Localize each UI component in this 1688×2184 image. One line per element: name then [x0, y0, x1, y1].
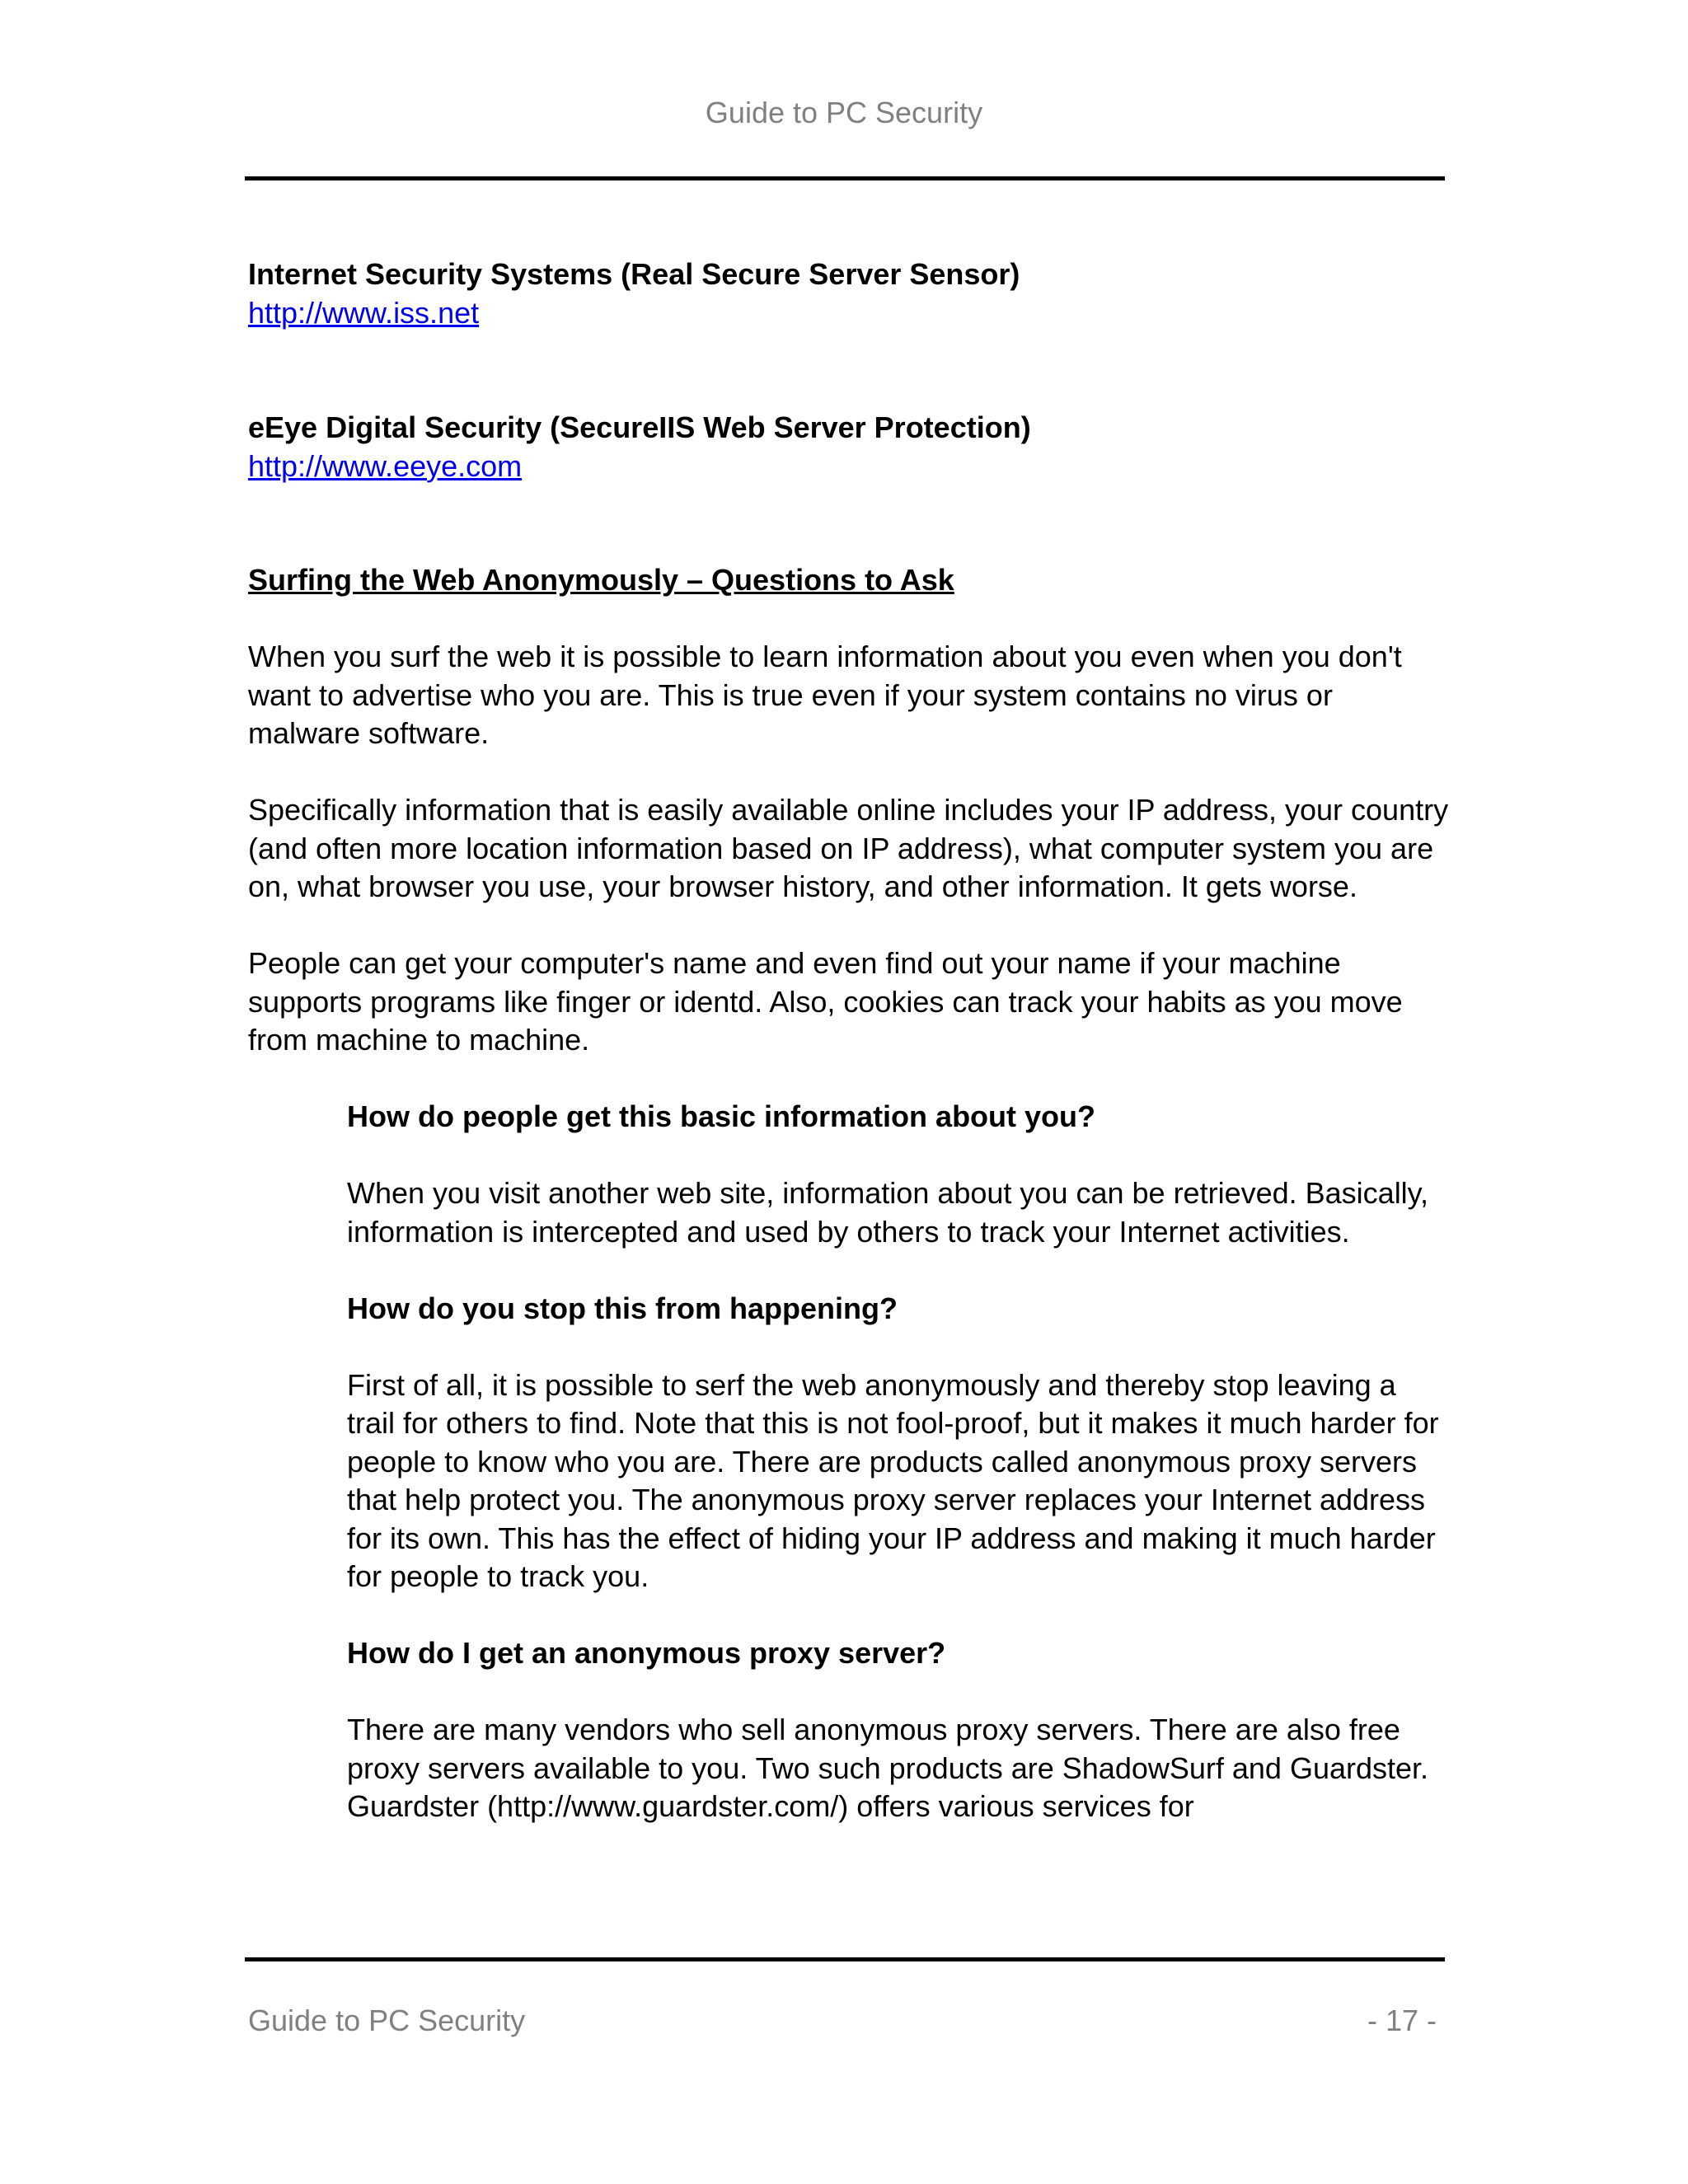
header-rule: [245, 176, 1445, 180]
vendor-link[interactable]: http://www.eeye.com: [248, 448, 523, 483]
body-paragraph: Specifically information that is easily available online includes your IP address, your country (and often more location information based on IP address), what computer system you are on, what browser you use, your browser history, and other information. It gets worse.: [248, 793, 1449, 903]
body-paragraph: People can get your computer's name and even find out your name if your machine supports programs like finger or identd. Also, cookies can track your habits as you move from machine to machine.: [248, 946, 1403, 1057]
body-paragraph: When you surf the web it is possible to learn information about you even when you don't want to advertise who you are. This is true even if your system contains no virus or malware software.: [248, 640, 1402, 750]
qa-question: How do people get this basic information about you?: [347, 1099, 1096, 1133]
qa-block: [347, 1098, 1451, 1826]
vendor-entry: [248, 409, 1451, 485]
qa-question: How do I get an anonymous proxy server?: [347, 1636, 946, 1670]
qa-answer: There are many vendors who sell anonymous proxy servers. There are also free proxy servers available to you. Two such products are ShadowSurf and Guardster. Guardster (http://www.guardster.com/) offers various services for: [347, 1713, 1429, 1823]
page-header-title: Guide to PC Security: [705, 96, 983, 129]
qa-answer: First of all, it is possible to serf the web anonymously and thereby stop leaving a trail for others to find. Note that this is not fool-proof, but it makes it much harder for people to know who you are. There are products called anonymous proxy servers that help protect you. The anonymous proxy server replaces your Internet address for its own. This has the effect of hiding your IP address and making it much harder for people to track you.: [347, 1367, 1439, 1593]
page-number: - 17 -: [1367, 2004, 1437, 2037]
footer-rule: [245, 1957, 1445, 1961]
qa-question: How do you stop this from happening?: [347, 1291, 898, 1325]
vendor-link[interactable]: http://www.iss.net: [248, 295, 480, 330]
vendor-name: Internet Security Systems (Real Secure Server Sensor): [248, 257, 1020, 291]
footer-title: Guide to PC Security: [248, 2004, 526, 2037]
qa-answer: When you visit another web site, information about you can be retrieved. Basically, information is intercepted and used by others to track your Internet activities.: [347, 1176, 1429, 1249]
section-heading: Surfing the Web Anonymously – Questions to Ask: [248, 563, 954, 597]
vendor-entry: [248, 255, 1451, 332]
page-content: [248, 255, 1451, 1826]
vendor-name: eEye Digital Security (SecureIIS Web Server Protection): [248, 410, 1031, 444]
